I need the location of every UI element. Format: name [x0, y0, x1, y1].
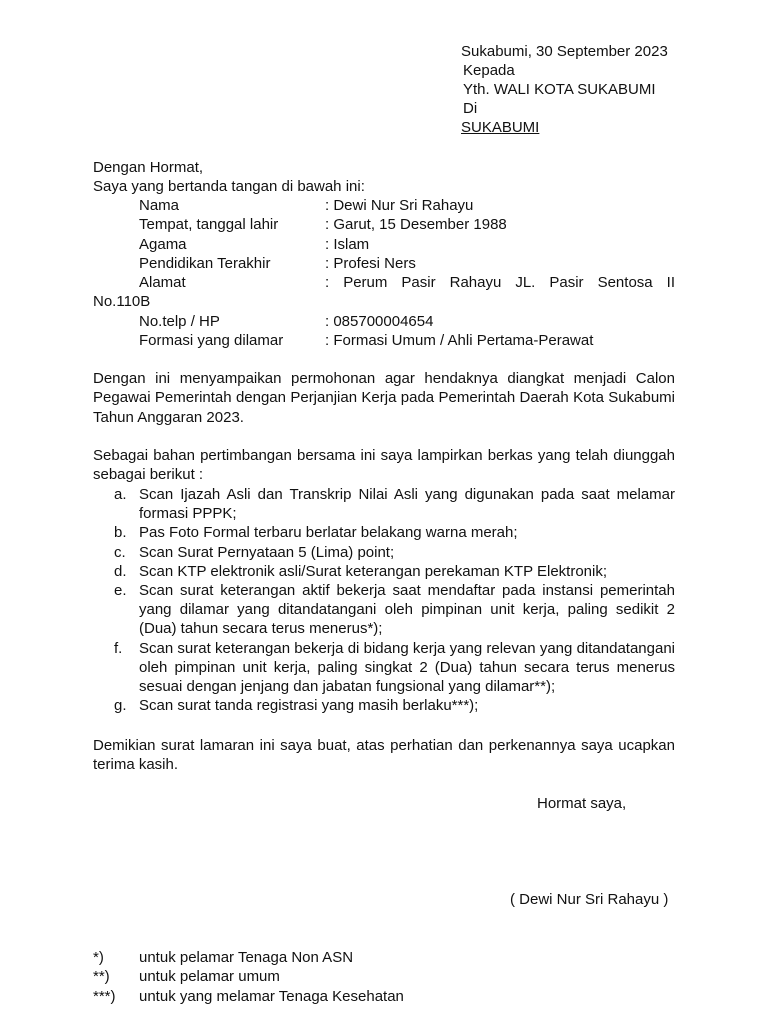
attachment-item — [93, 581, 675, 639]
letter-to: Kepada — [463, 62, 515, 79]
birth-value: : Garut, 15 Desember 1988 — [325, 216, 507, 233]
attachment-marker: f. — [114, 639, 123, 657]
birth-label: Tempat, tanggal lahir — [139, 216, 279, 233]
phone-value: : 085700004654 — [325, 313, 434, 330]
recipient-city: SUKABUMI — [461, 119, 540, 136]
phone-label: No.telp / HP — [139, 313, 220, 330]
education-value: : Profesi Ners — [325, 255, 416, 272]
request-paragraph: Dengan ini menyampaikan permohonan agar hendaknya diangkat menjadi Calon Pegawai Pemerintah dengan Perjanjian Kerja pada Pemerintah Daerah Kota Sukabumi Tahun Anggaran 2023. — [93, 370, 675, 426]
name-value: : Dewi Nur Sri Rahayu — [325, 197, 474, 214]
footnote-text: untuk yang melamar Tenaga Kesehatan — [139, 988, 404, 1005]
intro-line: Saya yang bertanda tangan di bawah ini: — [93, 178, 365, 195]
attachment-marker: a. — [114, 486, 127, 503]
address-value: : Perum Pasir Rahayu JL. Pasir Sentosa II — [325, 274, 675, 291]
attachment-text: Scan surat keterangan bekerja di bidang kerja yang relevan yang ditandatangani oleh pimpinan unit kerja, paling singkat 2 (Dua) tahun secara terus menerus sesuai dengan jenjang dan jabatan fungsional yang dilamar**); — [139, 639, 675, 696]
attachment-text: Scan Surat Pernyataan 5 (Lima) point; — [139, 543, 395, 561]
attachment-marker: b. — [114, 524, 127, 542]
attachment-marker: g. — [114, 697, 127, 715]
attachment-marker: d. — [114, 562, 127, 580]
footnote-text: untuk pelamar Tenaga Non ASN — [139, 949, 354, 966]
attachment-text: Scan KTP elektronik asli/Surat keterangan perekaman KTP Elektronik; — [139, 562, 608, 580]
attachment-text: Scan surat tanda registrasi yang masih berlaku***); — [139, 697, 479, 715]
footnote-marker: ***) — [93, 988, 116, 1005]
attachment-item — [93, 639, 675, 697]
letter-place-date: Sukabumi, 30 September 2023 — [461, 43, 668, 60]
attachment-list — [93, 485, 675, 715]
greeting: Dengan Hormat, — [93, 159, 204, 176]
attachment-item — [93, 485, 675, 523]
attachment-marker: c. — [114, 543, 126, 561]
formation-value: : Formasi Umum / Ahli Pertama-Perawat — [325, 332, 594, 349]
attachments-intro: Sebagai bahan pertimbangan bersama ini saya lampirkan berkas yang telah diunggah sebagai berikut : — [93, 447, 675, 484]
formation-label: Formasi yang dilamar — [139, 332, 284, 349]
address-label: Alamat — [139, 274, 186, 291]
signature-name: ( Dewi Nur Sri Rahayu ) — [510, 891, 669, 908]
attachment-item — [93, 523, 675, 542]
name-label: Nama — [139, 197, 180, 214]
footnote-marker: **) — [93, 968, 110, 985]
attachment-marker: e. — [114, 582, 127, 600]
education-label: Pendidikan Terakhir — [139, 255, 271, 272]
attachment-item — [93, 543, 675, 562]
recipient-in: Di — [463, 100, 478, 117]
regards: Hormat saya, — [537, 795, 627, 812]
footnote-marker: *) — [93, 949, 104, 966]
religion-value: : Islam — [325, 236, 370, 253]
attachment-text: Scan Ijazah Asli dan Transkrip Nilai Asli yang digunakan pada saat melamar formasi PPPK; — [139, 486, 675, 523]
attachment-text: Scan surat keterangan aktif bekerja saat mendaftar pada instansi pemerintah yang dilamar yang ditandatangani oleh pimpinan unit kerja, paling sedikit 2 (Dua) tahun secara terus menerus*); — [139, 582, 675, 638]
attachment-item — [93, 696, 675, 715]
attachment-item — [93, 562, 675, 581]
address-continuation: No.110B — [93, 293, 151, 310]
recipient: Yth. WALI KOTA SUKABUMI — [463, 81, 656, 98]
closing-paragraph: Demikian surat lamaran ini saya buat, atas perhatian dan perkenannya saya ucapkan terima kasih. — [93, 737, 675, 774]
footnote-text: untuk pelamar umum — [139, 968, 280, 985]
attachment-text: Pas Foto Formal terbaru berlatar belakang warna merah; — [139, 524, 518, 542]
religion-label: Agama — [139, 236, 187, 253]
